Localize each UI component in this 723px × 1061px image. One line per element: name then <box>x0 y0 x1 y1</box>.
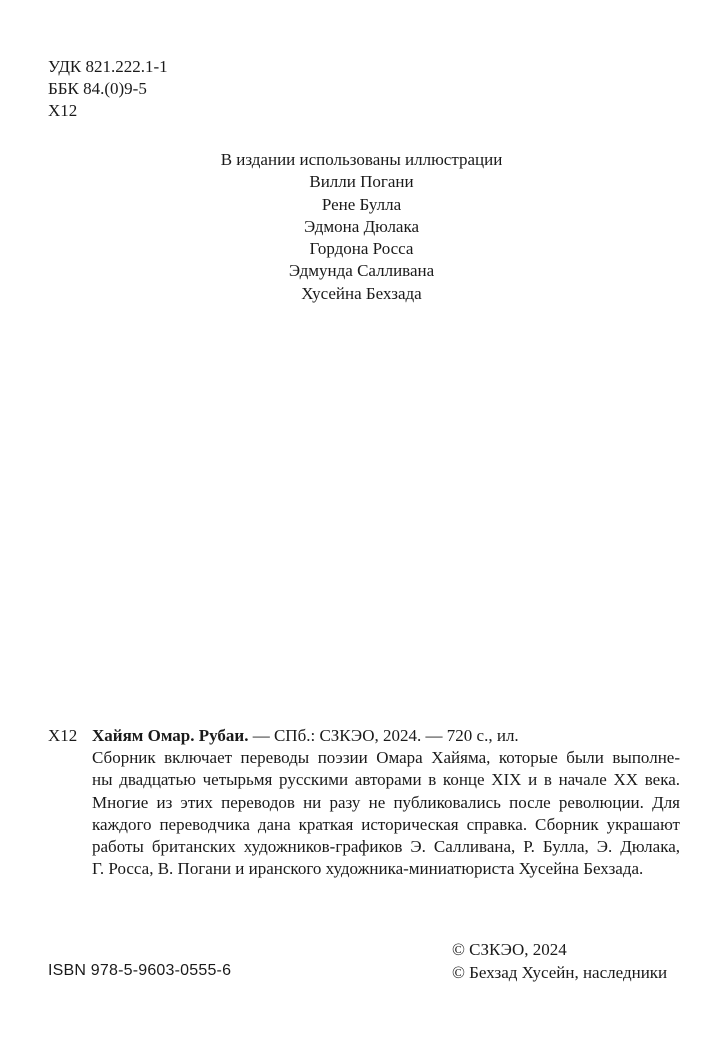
illustrator-name: Хусейна Бехзада <box>301 283 422 303</box>
illustrator-name: Эдмона Дюлака <box>303 216 420 236</box>
udk-code: УДК 821.222.1-1 <box>48 57 168 76</box>
description-line: Сборник включает переводы поэзии Омара Хайяма, которые были выполне- <box>92 748 680 768</box>
illustrator-name: Рене Булла <box>321 194 402 214</box>
copyright-heirs: © Бехзад Хусейн, наследники <box>452 962 668 982</box>
author-mark: Х12 <box>48 101 78 120</box>
classification-codes <box>48 56 168 122</box>
illustrations-note <box>0 149 723 305</box>
bbk-code: ББК 84.(0)9-5 <box>48 79 147 98</box>
bibliographic-line <box>92 725 680 747</box>
description-line: каждого переводчика дана краткая историческая справка. Сборник украшают <box>92 814 680 834</box>
description-line: работы британских художников-графиков Э. Салливана, Р. Булла, Э. Дюлака, <box>92 837 680 857</box>
author-title: Хайям Омар. Рубаи. <box>92 726 249 745</box>
illustrator-name: Вилли Погани <box>309 172 414 192</box>
illustrator-name: Гордона Росса <box>309 239 414 259</box>
copyright-publisher: © СЗКЭО, 2024 <box>452 940 567 959</box>
imprint: — СПб.: СЗКЭО, 2024. — 720 с., ил. <box>248 726 519 745</box>
catalog-annotation <box>92 725 680 880</box>
catalog-author-mark: Х12 <box>48 726 78 745</box>
description-line: ны двадцатью четырьмя русскими авторами в конце XIX и в начале XX века. <box>92 770 680 790</box>
copyright-notices <box>452 939 667 984</box>
description-line: Многие из этих переводов ни разу не публиковались после революции. Для <box>92 792 680 812</box>
illustrator-name: Эдмунда Салливана <box>288 261 435 281</box>
isbn: ISBN 978-5-9603-0555-6 <box>48 962 232 979</box>
illustrations-heading: В издании использованы иллюстрации <box>220 150 503 169</box>
description-line: Г. Росса, В. Погани и иранского художника-миниатюриста Хусейна Бехзада. <box>92 859 644 879</box>
